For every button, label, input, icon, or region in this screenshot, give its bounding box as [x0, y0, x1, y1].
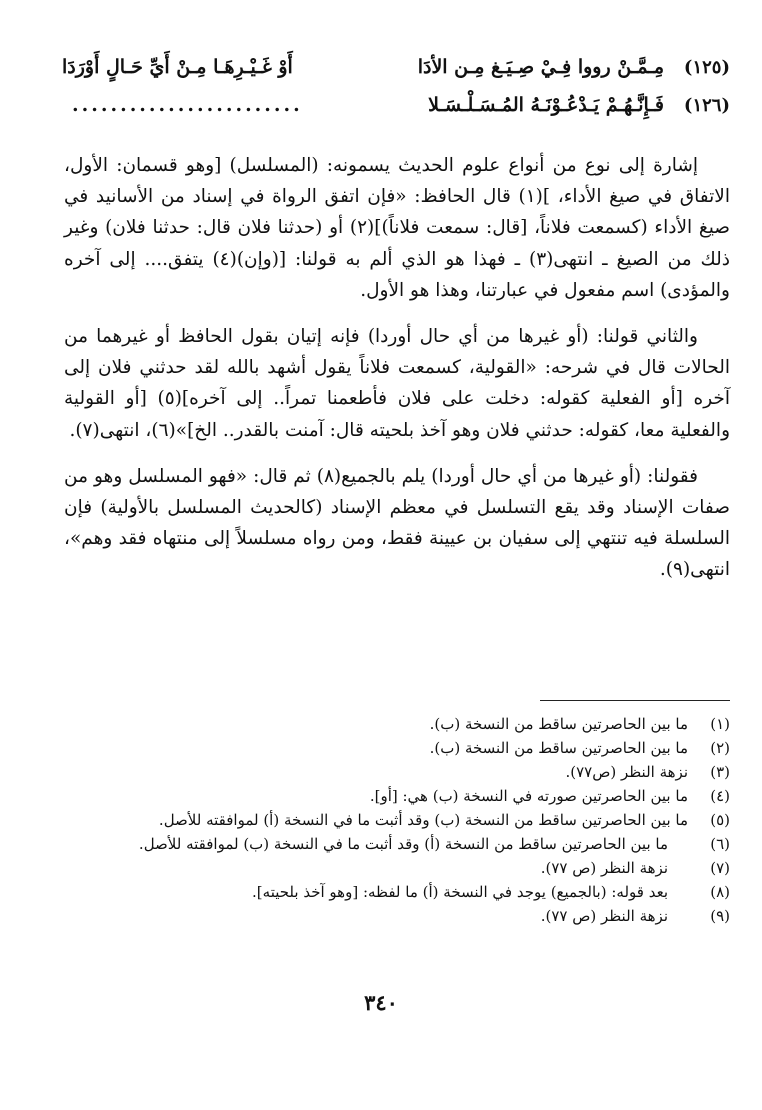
footnote-text: نزهة النظر (ص ٧٧).	[540, 907, 668, 925]
footnote-number: (٢)	[710, 739, 730, 757]
footnote-number: (٤)	[710, 787, 730, 805]
footnote-text: ما بين الحاصرتين ساقط من النسخة (ب) وقد أثبت ما في النسخة (أ) لموافقته للأصل.	[158, 811, 688, 829]
footnote-text: ما بين الحاصرتين ساقط من النسخة (ب).	[429, 715, 688, 733]
footnote	[64, 880, 730, 904]
verse-first-hemistich: مِـمَّـنْ رووا فِـيْ صِـيَـغ مِـن الأدَا	[417, 56, 664, 78]
footnote	[64, 712, 730, 736]
footnote-text: بعد قوله: (بالجميع) يوجد في النسخة (أ) ما لفظه: [وهو آخذ بلحيته].	[252, 883, 668, 901]
footnote	[64, 832, 730, 856]
verse-number: (١٢٦)	[683, 95, 730, 116]
verse-block	[62, 56, 730, 132]
footnote-number: (٩)	[710, 907, 730, 925]
footnote-text: ما بين الحاصرتين ساقط من النسخة (ب).	[429, 739, 688, 757]
footnote	[64, 736, 730, 760]
paragraph: فقولنا: (أو غيرها من أي حال أوردا) يلم بالجميع(٨) ثم قال: «فهو المسلسل وهو من صفات الإسناد وقد يقع التسلسل في معظم الإسناد (كالحديث المسلسل بالأولية) فإن السلسلة فيه تنتهي إلى سفيان بن عيينة فقط، ومن رواه مسلسلاً إلى منتهاه فقد وهم»، انتهى(٩).	[64, 465, 730, 581]
footnote-text: ما بين الحاصرتين ساقط من النسخة (أ) وقد أثبت ما في النسخة (ب) لموافقته للأصل.	[138, 835, 668, 853]
footnote	[64, 856, 730, 880]
footnote-number: (٥)	[710, 811, 730, 829]
page-number: ٣٤٠	[364, 990, 398, 1015]
paragraph: والثاني قولنا: (أو غيرها من أي حال أوردا) فإنه إتيان بقول الحافظ أو غيرهما من الحالات قال في شرحه: «القولية، كسمعت فلاناً يقول أشهد بالله لقد حدثني فلان إلى آخره [أو الفعلية كقوله: دخلت على فلان فأطعمنا تمراً.. إلى آخره](٥) [أو القولية والفعلية معا، كقوله: حدثني فلان وهو آخذ بلحيته قال: آمنت بالقدر.. الخ]»(٦)، انتهى(٧).	[64, 326, 730, 441]
paragraph: إشارة إلى نوع من أنواع علوم الحديث يسمونه: (المسلسل) [وهو قسمان: الأول، الاتفاق في صيغ الأداء، ](١) قال الحافظ: «فإن اتفق الرواة في إسناد من الأسانيد في صيغ الأداء (كسمعت فلاناً، [قال: سمعت فلاناً)](٢) أو (حدثنا فلان قال: حدثنا فلان) وغير ذلك من الصيغ ـ انتهى(٣) ـ فهذا هو الذي ألم به قولنا: [(وإن)(٤) يتفق.... إلى آخره والمؤدى) اسم مفعول في عبارتنا، وهذا هو الأول.	[64, 155, 730, 301]
footnote-number: (١)	[710, 715, 730, 733]
footnote-number: (٨)	[710, 883, 730, 901]
verse-number: (١٢٥)	[683, 57, 730, 78]
footnote	[64, 904, 730, 928]
footnote-number: (٧)	[710, 859, 730, 877]
footnote	[64, 784, 730, 808]
verse-line	[62, 94, 730, 132]
footnote-number: (٣)	[710, 763, 730, 781]
footnote	[64, 808, 730, 832]
commentary-body	[64, 150, 730, 601]
verse-first-hemistich: فَـإِنَّـهُـمْ يَـدْعُـوْنَـهُ المُـسَـلْـسَـلا	[428, 94, 664, 116]
footnote-text: نزهة النظر (ص ٧٧).	[540, 859, 668, 877]
verse-ellipsis: ........................	[72, 94, 303, 116]
verse-second-hemistich: أَوْ غَـيْـرِهَـا مِـنْ أَيِّ حَـالٍ أَوْرَدَا	[62, 56, 293, 78]
footnote	[64, 760, 730, 784]
footnotes	[64, 712, 730, 928]
verse-line	[62, 56, 730, 94]
footnote-separator	[540, 700, 730, 701]
footnote-text: ما بين الحاصرتين صورته في النسخة (ب) هي: [أو].	[369, 787, 688, 805]
footnote-number: (٦)	[710, 835, 730, 853]
footnote-text: نزهة النظر (ص٧٧).	[565, 763, 688, 781]
